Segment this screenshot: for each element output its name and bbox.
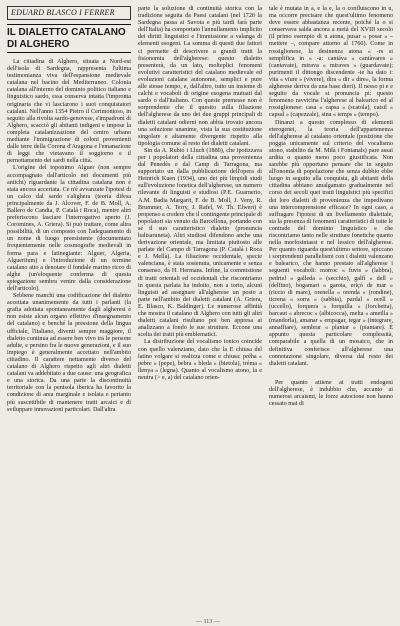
- author-byline: EDUARD BLASCO I FERRER: [7, 6, 131, 20]
- column-2: [138, 6, 262, 382]
- title-line-2: DI ALGHERO: [7, 39, 70, 50]
- paragraph: Sin da A. Rubió i Lluch (1880), che ipotizzava per i popolatori della cittadina una provenienza dal Penedès e dal Camp di Tarragona, ma supportato un dalla pubblicazione dell'opera di Heinrich Kuen (1934), uno dei più limpidi studi sull'evoluzione fonetica dell'algherese, un numero rilevante di linguisti e studiosi (P.E. Guarnerio, A.M. Badia Margarit, F. de B. Moll, J. Veny, R. Brummer, A. Terry, J. Rafel, W. Th. Elwert) è propenso a credere che il contingente principale di popolatori sia venuto da Barcellona, portando con sé il suo caratteristico dialetto (pronuncia baltsaruneta). Altri studiosi difendono anche una derivazione orientale, ma limitata piuttosto alle parlate del Campo di Tarragona (P. Catalá i Roca e J. Mellà). La filiazione occidentale, specie valenciana, è stata sostenuta, unicamente e senza consenso, da H. Hermans. Infine, la commistione di tratti orientali ed occidentali che riscontriamo in questa parlata ha indotto, non a torto, alcuni linguisti ad assegnare all'algherese un posto a parte nell'ambito dei dialetti catalani (A. Griera, E. Blasco, K. Baldinger). Le numerose affinità che mostra il catalano di Alghero con tutti gli altri dialetti catalani risultano poi ben appresa ai analizzano a fondo le sue strutture. Eccone una scelta dei tratti più emblematici.: [138, 147, 262, 339]
- paragraph: La cittadina di Alghero, situata a Nord-est dell'isola di Sardegna, rappresenta l'ultima testimonianza viva dell'espansione medievale catalana nel bacino del Mediterraneo. Colonia catalana all'interno del dominio politico italiano e linguistico sardo, essa conserva intatta l'impronta originaria che vi lasciarono i suoi conquistatori catalani. Nell'anno 1354 Pietro il Cerimonioso, in seguito alla rivolta sardo-genovese, s'impadronì di Alghero, scacciò gli abitanti indigeni e impose la completa catalanizzazione del centro urbano mediante l'immigrazione di coloni provenienti dalle terre della Corona d'Aragona e l'emanazione di leggi che vietavano il soggiorno e il pernottamento dei sardi nella città.: [7, 59, 131, 165]
- paragraph: La distribuzione del vocalismo tonico coincide con quello valenziano, dato che la E chiusa del latino volgare si realizza come e chiusa: préha « pebre » (pepe), bebra « bleda » (bietola), tréma « llenya » (legna). Quanto al vocalismo atono, la e neutra (> e, a) del catalano orien-: [138, 339, 262, 381]
- article-title: [7, 24, 131, 53]
- column-3: [269, 6, 393, 408]
- column-1: [7, 6, 131, 414]
- paragraph: parte la soluzione di continuità storica con la tradizione seguita da Paesi catalani (nel 1720 la Sardegna passa ai Savoia e più tardi farà parte dell'Italia) ha comportato l'annullamento implicito dei diritti linguistici e l'immissione a valanga di elementi esogeni. La somma di questi due fattori ci permette di descrivere a grandi tratti la fisionomia dell'algherese: questo dialetto presenterà, da un lato, molteplici fenomeni evolutivi caratteristici del catalano medievale ed evoluzioni catalane autonome, semplici e pure alle stesse tempo, e, dall'altro, tutto un insieme di calchi e vocaboli di origine esogena mutuati dal sardo o dall'italiano. Con queste premesse non è sorprendente che il quesito sulla filiazione dell'algherese da uno dei due gruppi principali di dialetti catalani odierni non abbia trovato ancora una soluzione unanime, vista la sua costituzione singolare e altamente divergente rispetto alla tipologia comune al resto dei dialetti catalani.: [138, 6, 262, 147]
- paragraph: L'origine del toponimo Alguer (non sempre accompagnato dall'articolo nei documenti più antichi) riguardante la cittadina catalana non è stata ancora accertata. Ce n'è avvanzate l'ipotesi di un calco dal sardo s'alighera (teoria difesa principalmente da J. Alcover, F. de B. Moll, A. Ballero de Candia, P. Catalá i Roca), mentre altri preferiscono lasciare l'interrogativo aperto (J. Coromines, A. Griera). Si può trattare, come altra possibilità, di un composto con l'adeguamento di un nome di luogo preesistente (documentato frequentemente nelle cosmografie medievali in forma para e latinegiante: Alguer, Algeria, Algueritum) e l'introduzione di un termine catalano atto a denotare il fondale marino ricco di alghe (un'eloquente conferma di questa spiegazione sembra venire dalla considerazione dell'articolo).: [7, 165, 131, 292]
- paragraph: Dinanzi a questo complesso di elementi eterogenei, la teoria dell'appartenenza dell'algherese al catalano orientale (posizione che poggia unicamente sul criterio del vocalismo atono, stabilito da M. Milà i Fontanals) pare assai ardita o quanto meno poco giustificata. Non sarebbe più opportuno pensare che in seguito all'onomia di popolazione che senza dubbio ebbe luogo in seguito alla conquista, gli abitanti della cittadina abbiano amalgamato gradualmente nel corso dei secoli quei tratti linguistici più specifici dei loro dialetti di provenienza che impedivano una intercomprensione efficace? In ogni caso, a suffragare l'ipotesi di un livellamento dialettale, sta la presenza di fenomeni caratteristici di tutte le contrade del dominio linguistico e che riscontriamo tanto nelle strutture fonetiche quanto nella morfosintassi e nel lessico dell'algherese. Per quanto riguarda quest'ultimo settore, spiccano i sorprendenti parallelismi con i dialetti valenzano e balearico, che hanno prestato all'algherese i seguenti vocaboli: morroc « fuvis » (labbra), pedriel « galleda » (secchio), galfí « dell » (delfino), bogamari « garota, eriçó de mar » (riccio di mare), orenella « orenda » (rondine), ticrena « sorra » (sabbia), pardal « ocell » (uccello), forquera « forquilla » (forchetta), barcaut « abrecoc » (albicocca), melta « ametlla » (mandorla), amanar « empagar, tegar » (integrare, annaffiare), sembrar « plantar » (piantare). È appunto questa particolare complessità, comparabile a quella di un mosaico, che in definitiva conferisce all'algherese una connotazione singolare, diversa dal resto dei dialetti catalani.: [269, 119, 393, 367]
- page-number: — 113 —: [196, 619, 220, 625]
- paragraph: tale è mutata in a, e la e, la o confluiscono in u, ma occorre precisare che quest'ultimo fenomeno deve essere abbastanza recente, poiché la o si conservava salda ancora a metà del XVIII secolo (il primo esempio di u atona, pusar « posar » – mettere –, compare attorno al 1760). Come in rossiglionese, la desinenza atona « -rs si semplifica in « -a: cantáva « cantàvares » (cantavate), mirava « miraves » (guardavate); purimenti il dittongo discendente -ie ha dato i: vita « viure » (vivere), dira « dir « dire», la forma algherese deriva da una base dieri). Il nesso pi e e seguito da vocale si pronuncia pi: questo fenomeno ravvicina l'algherese al balearico ed al rossiglionese: casa « capsa » (scatola), catsil « capsal » (capezzale), sina « temps » (tempo).: [269, 6, 393, 119]
- title-line-1: IL DIALETTO CATALANO: [7, 27, 126, 38]
- paragraph-gap: [269, 368, 393, 380]
- paragraph: Per quanto attiene ai tratti endogeni dell'algherese, è indubbio che, accanto ai numerosi arcaismi, le forze autoctone non hanno cessato mai di: [269, 379, 393, 408]
- paragraph: Sebbene manchi una codificazione del dialetto accettata unanimemente da tutti i parlanti (la grafia adottata spontaneamente dagli algheresi è non esiste alcun organo effettivo d'insegnamento del catalano) e benché la pressione della lingua ufficiale, l'italiano, diventi sempre maggiore, il dialetto continua ad essere ben vivo tra le persone adulte, e persino fra le nuove generazioni, e il suo impiego è generalmente accettato nell'ambito cittadino. Il carattere nettamente diverso del catalano di Alghero rispetto agli altri dialetti catalani va addebitato a due cause: una geografica e una storica. Da una parte la discontinuità territoriale con la penisola iberica ha favorito la condizione di area marginale e isolata e pertanto più suscettibile di mantenere tratti arcaici e di sviluppare innovazioni particolari. Dall'altra: [7, 293, 131, 413]
